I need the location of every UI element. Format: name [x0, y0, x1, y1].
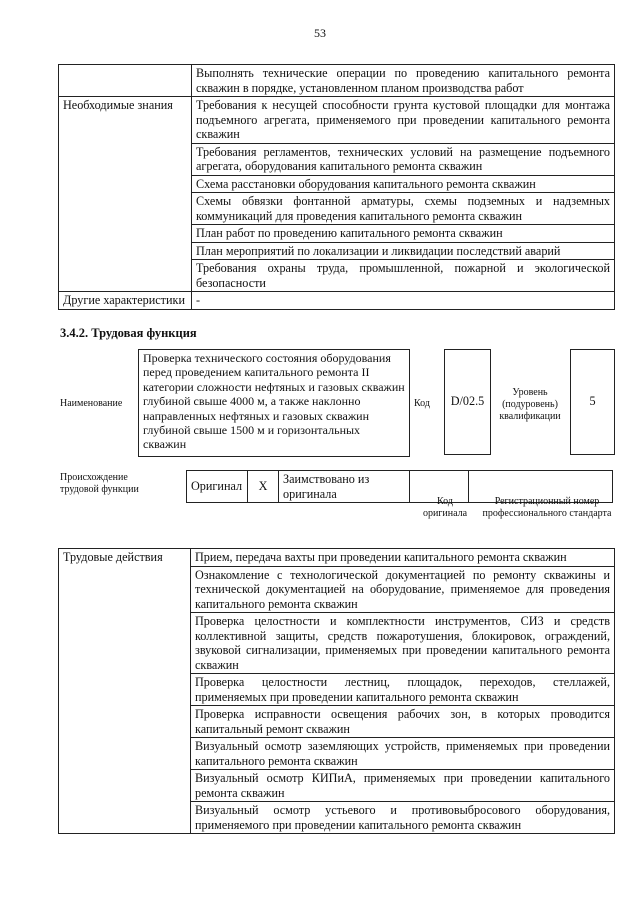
- level-value: 5: [589, 394, 596, 408]
- code-original-label: Код оригинала: [422, 496, 468, 519]
- original-mark: X: [258, 479, 268, 494]
- action-item: Проверка исправности освещения рабочих зон, в которых проводится капитальный ремонт скважин: [191, 706, 615, 738]
- action-item: Визуальный осмотр устьевого и противовыбросового оборудования, применяемого при проведении капитального ремонта скважин: [191, 802, 615, 834]
- level-label: Уровень (подуровень) квалификации: [499, 387, 561, 422]
- action-item: Прием, передача вахты при проведении капитального ремонта скважин: [191, 549, 615, 567]
- actions-label: Трудовые действия: [59, 549, 191, 834]
- action-item: Ознакомление с технологической документацией по ремонту скважины и технической документацией на оборудование, применяемое для проведения капитального ремонта скважин: [191, 566, 615, 613]
- action-item: Визуальный осмотр КИПиА, применяемых при проведении капитального ремонта скважин: [191, 770, 615, 802]
- actions-table: [58, 548, 615, 834]
- knowledge-label: Необходимые знания: [59, 97, 192, 292]
- name-label: Наименование: [60, 398, 123, 409]
- origin-label: Происхождение трудовой функции: [60, 472, 139, 495]
- table-row: [59, 549, 615, 567]
- section-heading: 3.4.2. Трудовая функция: [60, 326, 197, 340]
- table-row: [59, 97, 615, 144]
- action-item: Проверка целостности и комплектности инструментов, СИЗ и средств коллективной защиты, средств пожаротушения, блокировок, ограждений, звуковой сигнализации, применяемых при проведении капитального ремонта скважин: [191, 613, 615, 674]
- knowledge-item: Схемы обвязки фонтанной арматуры, схемы подземных и надземных коммуникаций для проведения капитального ремонта скважин: [192, 193, 615, 225]
- level-box: [570, 349, 615, 455]
- knowledge-item: План мероприятий по локализации и ликвидации последствий аварий: [192, 242, 615, 260]
- knowledge-item: Требования регламентов, технических условий на размещение подъемного агрегата, оборудования капитального ремонта скважин: [192, 143, 615, 175]
- knowledge-item: Требования к несущей способности грунта кустовой площадки для монтажа подъемного агрегата, применяемого при проведении капитального ремонта скважин: [192, 97, 615, 144]
- knowledge-table: [58, 64, 615, 310]
- knowledge-item: План работ по проведению капитального ремонта скважин: [192, 225, 615, 243]
- action-item: Визуальный осмотр заземляющих устройств, применяемых при проведении капитального ремонта скважин: [191, 738, 615, 770]
- knowledge-item: Схема расстановки оборудования капитального ремонта скважин: [192, 175, 615, 193]
- borrowed-label: Заимствовано из оригинала: [283, 472, 370, 501]
- first-row-text: Выполнять технические операции по проведению капитального ремонта скважин в порядке, установленном планом производства работ: [192, 65, 615, 97]
- code-value: D/02.5: [450, 394, 485, 408]
- action-item: Проверка целостности лестниц, площадок, переходов, стеллажей, применяемых при проведении капитального ремонта скважин: [191, 674, 615, 706]
- original-label: Оригинал: [191, 479, 243, 494]
- page-number: 53: [314, 26, 326, 40]
- code-label: Код: [414, 398, 430, 409]
- table-row: [59, 65, 615, 97]
- knowledge-item: Требования охраны труда, промышленной, пожарной и экологической безопасности: [192, 260, 615, 292]
- reg-number-label: Регистрационный номер профессионального стандарта: [482, 496, 612, 519]
- other-value: -: [192, 292, 615, 310]
- function-name: Проверка технического состояния оборудования перед проведением капитального ремонта II категории сложности нефтяных и газовых скважин глубиной свыше 4000 м, а также наклонно направленных нефтяных и газовых скважин глубиной свыше 1500 м и горизонтальных скважин: [143, 351, 405, 452]
- function-name-box: [138, 349, 410, 457]
- code-box: [444, 349, 491, 455]
- other-label: Другие характеристики: [59, 292, 192, 310]
- table-row: [59, 292, 615, 310]
